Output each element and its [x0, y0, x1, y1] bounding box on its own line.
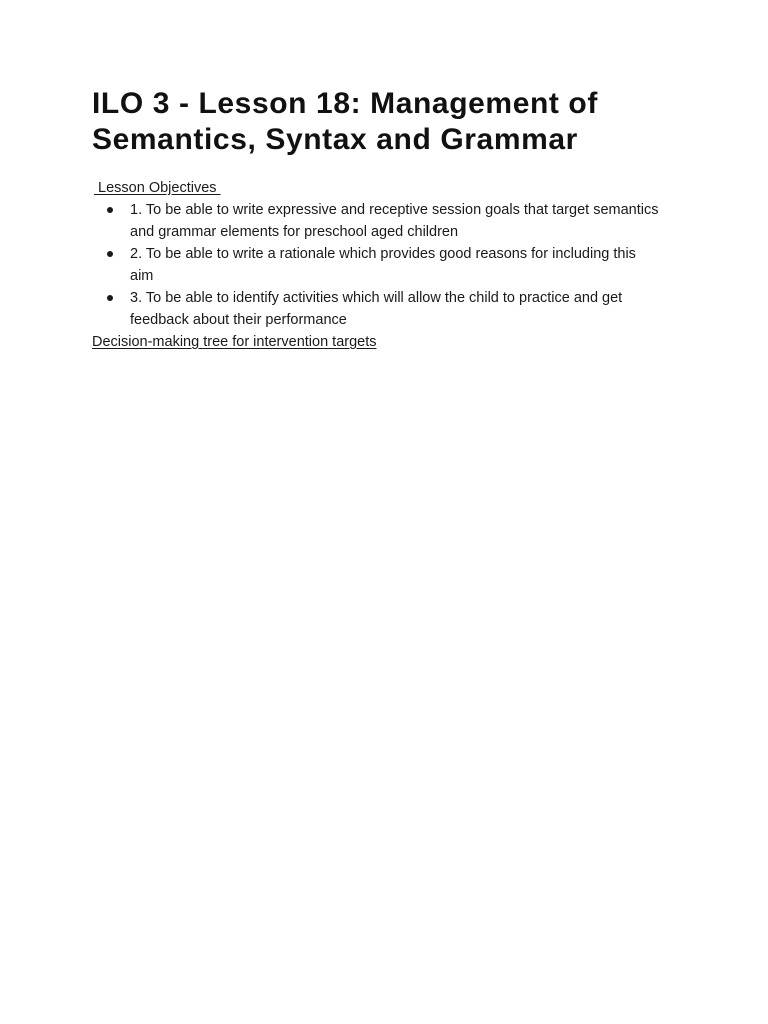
bullet-icon — [107, 295, 113, 301]
objective-text: 1. To be able to write expressive and receptive session goals that target semantics and grammar elements for preschool aged children — [130, 202, 659, 240]
page-title: ILO 3 - Lesson 18: Management of Semantics, Syntax and Grammar — [92, 87, 598, 156]
objective-text: 2. To be able to write a rationale which provides good reasons for including this aim — [130, 246, 636, 284]
bullet-icon — [107, 251, 113, 257]
bullet-icon — [107, 207, 113, 213]
decision-tree-link[interactable]: Decision-making tree for intervention targets — [92, 334, 377, 350]
list-item — [130, 199, 672, 243]
list-item — [130, 243, 672, 287]
objectives-list — [92, 199, 672, 331]
lesson-objectives-link[interactable]: Lesson Objectives — [94, 180, 221, 196]
objective-text: 3. To be able to identify activities which will allow the child to practice and get feedback about their performance — [130, 290, 623, 328]
document-body — [92, 86, 672, 353]
list-item — [130, 287, 672, 331]
